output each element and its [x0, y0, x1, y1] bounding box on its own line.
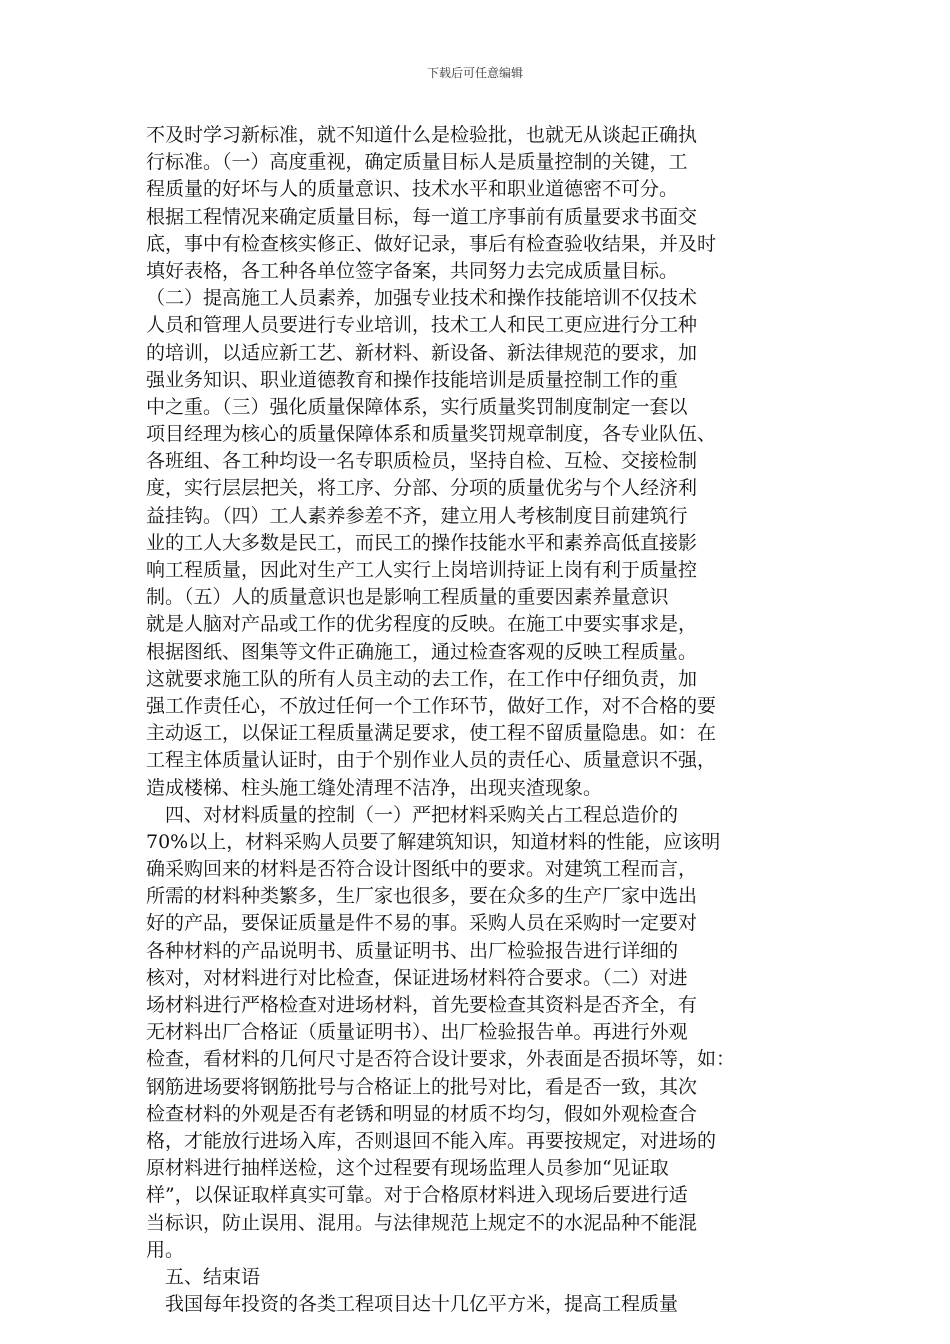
text-line: 这就要求施工队的所有人员主动的去工作，在工作中仔细负责，加 — [146, 667, 698, 690]
text-line: 业的工人大多数是民工，而民工的操作技能水平和素养高低直接影 — [146, 531, 698, 554]
text-line: 填好表格，各工种各单位签字备案，共同努力去完成质量目标。 — [146, 259, 679, 282]
text-line: 制。（五）人的质量意识也是影响工程质量的重要因素养量意识 — [146, 586, 669, 609]
text-line: 响工程质量，因此对生产工人实行上岗培训持证上岗有利于质量控 — [146, 559, 698, 581]
text-line: 钢筋进场要将钢筋批号与合格证上的批号对比，看是否一致，其次 — [146, 1075, 698, 1098]
text-line: 用。 — [146, 1238, 185, 1261]
text-line: 中之重。（三）强化质量保障体系，实行质量奖罚制度制定一套以 — [146, 395, 688, 418]
text-line: 不及时学习新标准，就不知道什么是检验批，也就无从谈起正确执 — [146, 124, 698, 146]
text-line: 当标识，防止误用、混用。与法律规范上规定不的水泥品种不能混 — [146, 1211, 698, 1234]
text-line: 五、结束语 — [146, 1265, 261, 1288]
text-line: 格，才能放行进场入库，否则退回不能入库。再要按规定，对进场的 — [146, 1129, 717, 1152]
text-line: 底，事中有检查核实修正、做好记录，事后有检查验收结果，并及时 — [146, 232, 717, 255]
text-line: 益挂钩。（四）工人素养参差不齐，建立用人考核制度目前建筑行 — [146, 504, 688, 527]
text-line: 的培训，以适应新工艺、新材料、新设备、新法律规范的要求，加 — [146, 341, 698, 364]
text-line: 原材料进行抽样送检，这个过程要有现场监理人员参加“见证取 — [146, 1157, 669, 1180]
text-line: 我国每年投资的各类工程项目达十几亿平方米，提高工程质量 — [146, 1293, 679, 1316]
text-line: 70%以上，材料采购人员要了解建筑知识，知道材料的性能，应该明 — [146, 830, 721, 853]
text-line: 强业务知识、职业道德教育和操作技能培训是质量控制工作的重 — [146, 368, 679, 391]
text-line: 各班组、各工种均设一名专职质检员，坚持自检、互检、交接检制 — [146, 450, 698, 473]
text-line: 场材料进行严格检查对进场材料，首先要检查其资料是否齐全，有 — [146, 994, 698, 1016]
text-line: 根据图纸、图集等文件正确施工，通过检查客观的反映工程质量。 — [146, 640, 698, 663]
body-text — [146, 122, 800, 1318]
text-line: 造成楼梯、柱头施工缝处清理不洁净，出现夹渣现象。 — [146, 776, 603, 799]
text-line: 所需的材料种类繁多，生厂家也很多，要在众多的生产厂家中选出 — [146, 885, 698, 908]
text-line: 各种材料的产品说明书、质量证明书、出厂检验报告进行详细的 — [146, 939, 679, 962]
text-line: 人员和管理人员要进行专业培训，技术工人和民工更应进行分工种 — [146, 314, 698, 337]
text-line: 就是人脑对产品或工作的优劣程度的反映。在施工中要实事求是， — [146, 613, 698, 636]
text-line: 核对，对材料进行对比检查，保证进场材料符合要求。（二）对进 — [146, 966, 688, 989]
text-line: 好的产品，要保证质量是件不易的事。采购人员在采购时一定要对 — [146, 912, 698, 935]
text-line: 程质量的好坏与人的质量意识、技术水平和职业道德密不可分。 — [146, 178, 679, 201]
text-line: 检查材料的外观是否有老锈和明显的材质不均匀，假如外观检查合 — [146, 1102, 698, 1125]
text-line: 确采购回来的材料是否符合设计图纸中的要求。对建筑工程而言， — [146, 858, 698, 881]
text-line: 强工作责任心，不放过任何一个工作环节，做好工作，对不合格的要 — [146, 694, 717, 717]
text-line: 项目经理为核心的质量保障体系和质量奖罚规章制度，各专业队伍、 — [146, 423, 717, 446]
text-line: 度，实行层层把关，将工序、分部、分项的质量优劣与个人经济利 — [146, 477, 698, 500]
text-line: 主动返工，以保证工程质量满足要求，使工程不留质量隐患。如：在 — [146, 722, 717, 745]
text-line: 根据工程情况来确定质量目标，每一道工序事前有质量要求书面交 — [146, 205, 698, 228]
text-line: 工程主体质量认证时，由于个别作业人员的责任心、质量意识不强， — [146, 749, 717, 772]
text-line: （二）提高施工人员素养，加强专业技术和操作技能培训不仅技术 — [146, 287, 698, 310]
text-line: 无材料出厂合格证（质量证明书）、出厂检验报告单。再进行外观 — [146, 1021, 688, 1044]
text-line: 四、对材料质量的控制（一）严把材料采购关占工程总造价的 — [146, 803, 679, 826]
text-line: 检查，看材料的几何尺寸是否符合设计要求，外表面是否损坏等，如： — [146, 1048, 736, 1071]
text-line: 样”，以保证取样真实可靠。对于合格原材料进入现场后要进行适 — [146, 1184, 688, 1207]
text-line: 行标准。（一）高度重视，确定质量目标人是质量控制的关键，工 — [146, 151, 688, 174]
page-header: 下载后可任意编辑 — [426, 66, 523, 80]
